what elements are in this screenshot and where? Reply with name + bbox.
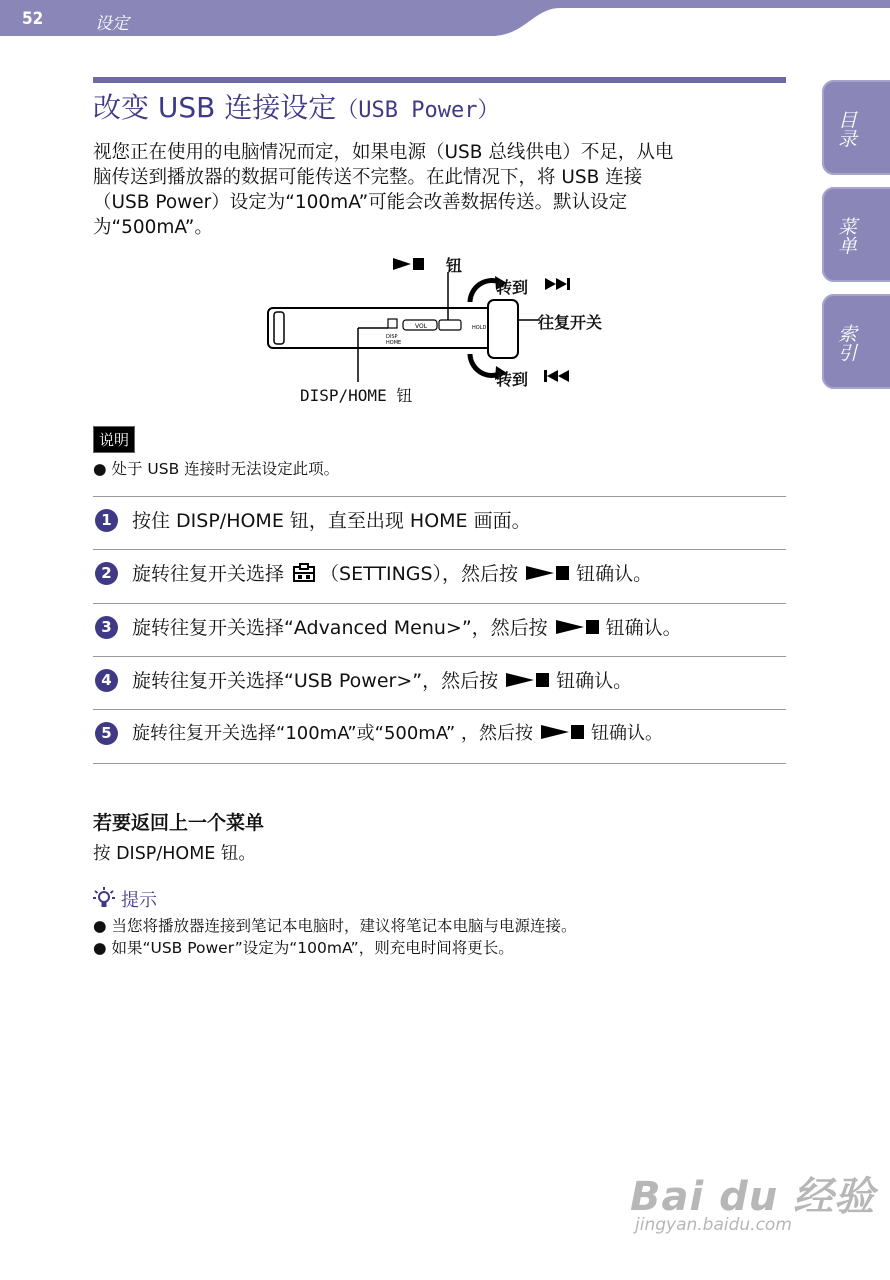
- step-1: [93, 496, 786, 550]
- tab-contents-label: 目录: [835, 110, 857, 148]
- step-number: 4: [95, 669, 118, 692]
- back-text: 按 DISP/HOME 钮。: [93, 844, 256, 864]
- step-text: [132, 559, 652, 586]
- watermark: [630, 1165, 876, 1235]
- page-title: [93, 86, 500, 126]
- device-disp-label: DISP: [386, 334, 398, 340]
- tab-index-label: 索引: [835, 324, 857, 362]
- disp-home-label: DISP/HOME 钮: [300, 386, 413, 405]
- intro-paragraph: [93, 140, 793, 240]
- hint-title-text: 提示: [121, 890, 157, 911]
- intro-line: 视您正在使用的电脑情况而定，如果电源（USB 总线供电）不足，从电: [93, 142, 674, 163]
- step-2: [93, 549, 786, 603]
- step-text-pre: 旋转往复开关选择“100mA”或“500mA” ，然后按: [132, 723, 533, 744]
- device-diagram: [260, 250, 630, 410]
- step-text-pre: 旋转往复开关选择“USB Power>”，然后按: [132, 670, 499, 692]
- play-stop-icon: [524, 564, 570, 582]
- tab-contents[interactable]: [822, 80, 890, 175]
- title-rule: [93, 77, 786, 83]
- note-badge: 说明: [93, 426, 135, 453]
- hint-item: ● 如果“USB Power”设定为“100mA”，则充电时间将更长。: [93, 939, 514, 957]
- watermark-url: jingyan.baidu.com: [635, 1215, 792, 1235]
- intro-line: 为“500mA”。: [93, 217, 213, 238]
- step-text: [132, 613, 682, 640]
- to-prev-label: 转到: [496, 370, 529, 389]
- device-home-label: HOME: [386, 340, 402, 346]
- settings-icon: [292, 563, 316, 583]
- tab-menu-label: 菜单: [835, 217, 857, 255]
- note-text: ● 处于 USB 连接时无法设定此项。: [93, 460, 340, 478]
- title-main: 改变 USB 连接设定: [93, 91, 337, 124]
- hint-title: [93, 886, 157, 912]
- step-text-post: 钮确认。: [590, 723, 663, 744]
- step-5: [93, 709, 786, 764]
- step-number: 5: [95, 722, 118, 745]
- step-text: 按住 DISP/HOME 钮，直至出现 HOME 画面。: [132, 510, 531, 532]
- title-sub: （USB Power）: [336, 98, 500, 123]
- intro-line: （USB Power）设定为“100mA”可能会改善数据传送。默认设定: [93, 192, 628, 213]
- step-number: 1: [95, 509, 118, 532]
- watermark-logo: Bai du 经验: [630, 1174, 876, 1220]
- back-heading: 若要返回上一个菜单: [93, 812, 265, 834]
- step-number: 3: [95, 616, 118, 639]
- step-text-pre: 旋转往复开关选择“Advanced Menu>”，然后按: [132, 617, 548, 639]
- page-number: 52: [22, 9, 44, 29]
- note-text-content: 处于 USB 连接时无法设定此项。: [111, 460, 340, 478]
- step-text-post: 钮确认。: [556, 670, 633, 692]
- lightbulb-icon: [93, 887, 115, 909]
- step-number: 2: [95, 562, 118, 585]
- hint-item-text: 当您将播放器连接到笔记本电脑时，建议将笔记本电脑与电源连接。: [111, 917, 577, 935]
- step-3: [93, 603, 786, 657]
- tab-index[interactable]: [822, 294, 890, 389]
- step-text-post: 钮确认。: [576, 563, 653, 585]
- step-text-post: 钮确认。: [605, 617, 682, 639]
- tab-menu[interactable]: [822, 187, 890, 282]
- play-stop-icon: [504, 671, 550, 689]
- step-text: [132, 666, 632, 693]
- step-4: [93, 656, 786, 710]
- page-header: [0, 0, 890, 40]
- hint-item: ● 当您将播放器连接到笔记本电脑时，建议将笔记本电脑与电源连接。: [93, 917, 577, 935]
- device-hold-label: HOLD: [472, 325, 487, 331]
- header-band: [0, 0, 890, 40]
- step-text-pre: 旋转往复开关选择: [132, 563, 285, 585]
- play-stop-label: 钮: [446, 256, 463, 275]
- intro-line: 脑传送到播放器的数据可能传送不完整。在此情况下，将 USB 连接: [93, 167, 643, 188]
- step-text: [132, 719, 663, 745]
- play-stop-icon: [554, 618, 600, 636]
- shuttle-switch-label: 往复开关: [538, 313, 603, 332]
- section-name: 设定: [95, 14, 129, 34]
- step-text-mid: （SETTINGS），然后按: [320, 563, 519, 585]
- play-stop-icon: [539, 723, 585, 741]
- device-vol-label: VOL: [415, 323, 428, 330]
- to-next-label: 转到: [496, 278, 529, 297]
- hint-item-text: 如果“USB Power”设定为“100mA”，则充电时间将更长。: [111, 939, 514, 957]
